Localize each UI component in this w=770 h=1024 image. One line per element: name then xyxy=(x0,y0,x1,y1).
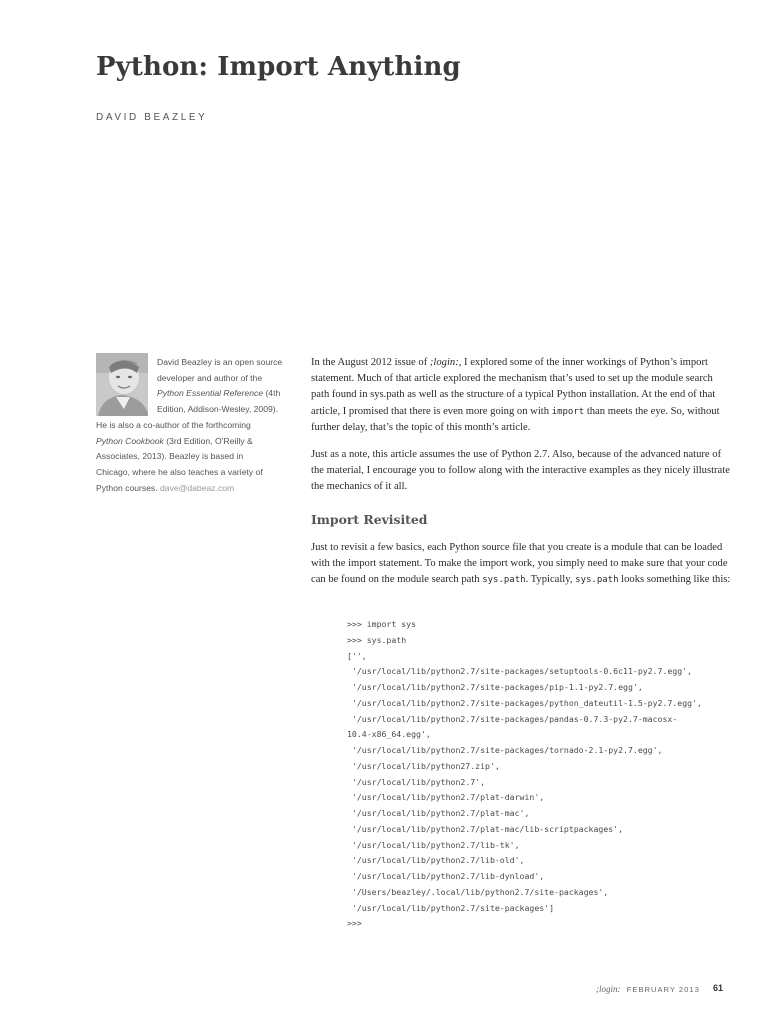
code-line: '/usr/local/lib/python2.7/site-packages/tornado-2.1-py2.7.egg', xyxy=(347,745,663,755)
code-line: 10.4-x86_64.egg', xyxy=(347,729,431,740)
body-paragraph: Just to revisit a few basics, each Python source file that you create is a module that can be loaded with the import statement. To make the import work, you simply need to make sure that your code can be found on the module search path sys.path. Typically, sys.path looks something like this: xyxy=(311,541,731,586)
code-line: '/usr/local/lib/python2.7', xyxy=(347,776,486,787)
code-line: ['', xyxy=(347,650,367,661)
code-line: >>> xyxy=(347,918,362,929)
code-line: '/usr/local/lib/python2.7/lib-dynload', xyxy=(347,871,545,881)
bio-line: David Beazley is an open source xyxy=(157,357,283,367)
article-title: Python: Import Anything xyxy=(96,52,461,82)
code-line: '/usr/local/lib/python27.zip', xyxy=(347,760,500,771)
code-line: >>> sys.path xyxy=(347,634,407,645)
inline-code: import xyxy=(551,406,585,417)
section-heading: Import Revisited xyxy=(311,511,428,527)
code-line: '/usr/local/lib/python2.7/lib-old', xyxy=(347,855,525,866)
bio-line: Python Cookbook (3rd Edition, O’Reilly & xyxy=(96,435,253,446)
code-listing xyxy=(347,617,737,932)
bio-line: Python courses. dave@dabeaz.com xyxy=(96,482,235,493)
author-email-link[interactable]: dave@dabeaz.com xyxy=(160,482,235,493)
code-line: '/usr/local/lib/python2.7/plat-darwin', xyxy=(347,792,545,803)
article-body xyxy=(311,355,731,599)
code-line: '/usr/local/lib/python2.7/site-packages/pip-1.1-py2.7.egg', xyxy=(347,682,643,692)
code-line: '/usr/local/lib/python2.7/site-packages/setuptools-0.6c11-py2.7.egg', xyxy=(347,666,693,677)
body-paragraph: In the August 2012 issue of ;login:, I explored some of the inner workings of Python’s import statement. Much of that article explored the mechanism that’s used to set up the module search path found in sys.path as well as the structure of a typical Python installation. At the end of that article, I promised that there is even more going on with import than meets the eye. So, without further delay, that’s the topic of this month’s article. xyxy=(311,357,720,433)
code-line: '/Users/beazley/.local/lib/python2.7/site-packages', xyxy=(347,886,609,897)
book-title: Python Cookbook xyxy=(96,435,164,446)
bio-line: He is also a co-author of the forthcoming xyxy=(96,419,251,430)
code-line: '/usr/local/lib/python2.7/site-packages'] xyxy=(347,902,555,913)
bio-line: developer and author of the xyxy=(157,372,263,383)
page-number: 61 xyxy=(713,983,724,993)
inline-code: sys.path xyxy=(575,575,619,586)
bio-line: Chicago, where he also teaches a variety of xyxy=(96,466,263,477)
code-line: '/usr/local/lib/python2.7/plat-mac', xyxy=(347,808,530,818)
code-line: '/usr/local/lib/python2.7/plat-mac/lib-scriptpackages', xyxy=(347,823,624,834)
author-name: DAVID BEAZLEY xyxy=(96,112,208,123)
code-line: '/usr/local/lib/python2.7/lib-tk', xyxy=(347,839,520,850)
code-line: '/usr/local/lib/python2.7/site-packages/pandas-0.7.3-py2.7-macosx- xyxy=(347,713,678,724)
footer-magazine: ;login: xyxy=(596,984,621,994)
book-title: Python Essential Reference xyxy=(157,388,264,399)
page-footer xyxy=(596,984,700,994)
bio-line: Python Essential Reference (4th xyxy=(157,388,281,399)
code-line: >>> import sys xyxy=(347,619,417,629)
inline-code: sys.path xyxy=(482,575,526,586)
bio-line: Edition, Addison-Wesley, 2009). xyxy=(157,404,279,415)
code-line: '/usr/local/lib/python2.7/site-packages/python_dateutil-1.5-py2.7.egg', xyxy=(347,697,702,708)
body-paragraph: Just as a note, this article assumes the use of Python 2.7. Also, because of the advanced nature of the material, I encourage you to follow along with the interactive examples as they nicely illustrate the mechanics of it all. xyxy=(311,449,730,493)
bio-line: Associates, 2013). Beazley is based in xyxy=(96,451,244,462)
magazine-name: ;login: xyxy=(429,357,459,368)
author-bio xyxy=(96,355,298,496)
footer-issue: FEBRUARY 2013 xyxy=(626,985,700,994)
